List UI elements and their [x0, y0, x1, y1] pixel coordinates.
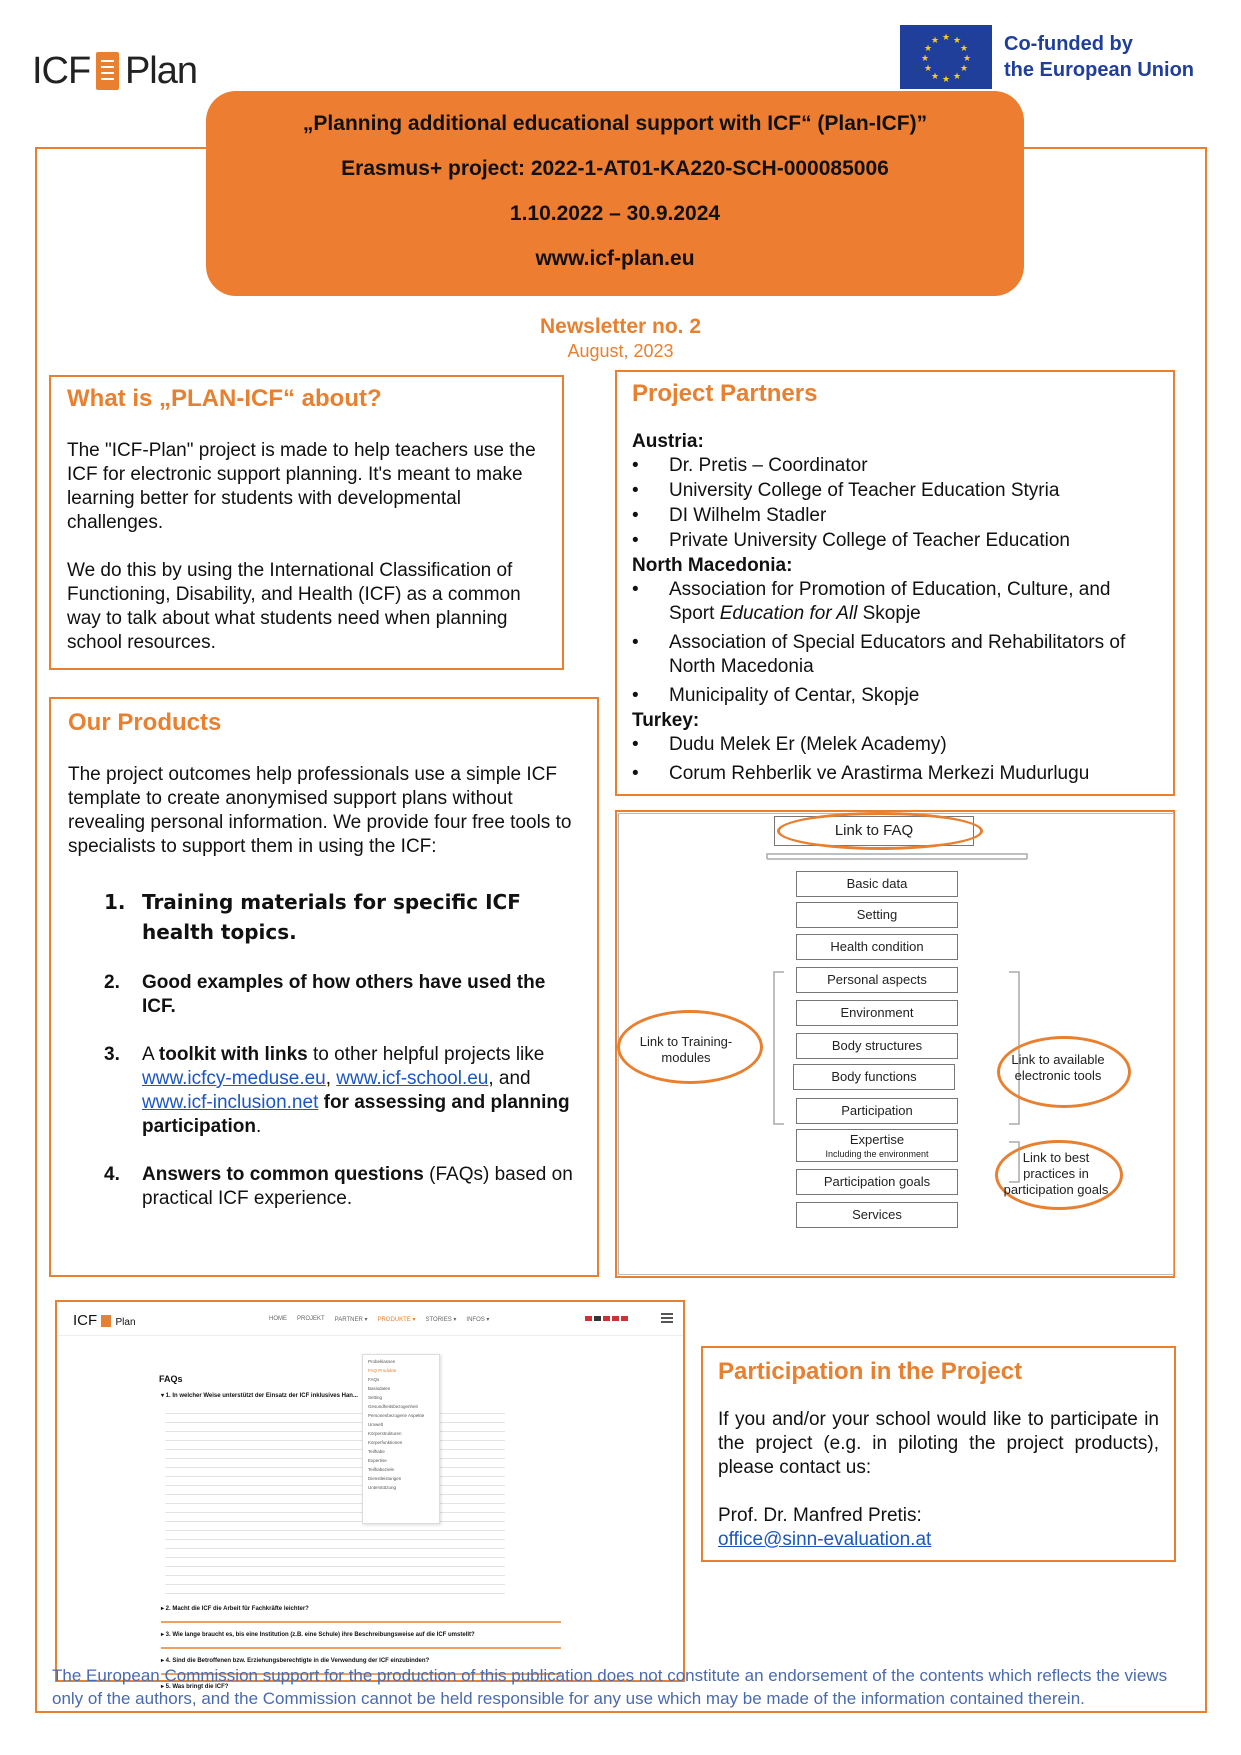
products-heading: Our Products	[68, 709, 222, 736]
step-services: Services	[796, 1202, 958, 1228]
link-icf-inclusion[interactable]: www.icf-inclusion.net	[142, 1092, 319, 1113]
product-item-4: 4. Answers to common questions (FAQs) based on practical ICF experience.	[104, 1164, 573, 1209]
partner-item: • Dudu Melek Er (Melek Academy)	[632, 734, 947, 755]
screenshot-navbar	[57, 1302, 683, 1336]
step-body-functions: Body functions	[793, 1064, 955, 1090]
menu-item[interactable]: PARTNER ▾	[334, 1317, 368, 1323]
partner-item: • Dr. Pretis – Coordinator	[632, 455, 868, 476]
tools-link[interactable]: Link to available electronic tools	[1011, 1052, 1105, 1083]
faq-ellipse	[777, 812, 983, 850]
screenshot-question-4[interactable]: ▸ 4. Sind die Betroffenen bzw. Erziehungsberechtigte in die Verwendung der ICF einzubinden?	[161, 1649, 561, 1675]
step-personal-aspects: Personal aspects	[796, 967, 958, 993]
product-item-3: 3. A toolkit with links to other helpful projects like www.icfcy-meduse.eu, www.icf-school.eu, and www.icf-inclusion.net for assessing and planning participation.	[104, 1044, 570, 1137]
logo-icon	[101, 1315, 111, 1327]
turkey-list	[632, 733, 1158, 786]
website-screenshot	[55, 1300, 685, 1690]
what-paragraph-1: The "ICF-Plan" project is made to help teachers use the ICF for electronic support planning. It's meant to make learning better for students with developmental challenges.	[67, 440, 536, 533]
eu-flag-icon: ★ ★ ★ ★ ★ ★ ★ ★ ★ ★ ★ ★	[900, 25, 992, 89]
screenshot-question-3[interactable]: ▸ 3. Wie lange braucht es, bis eine Institution (z.B. eine Schule) ihre Beschreibungsweise auf die ICF umstellt?	[161, 1623, 561, 1649]
step-basic-data: Basic data	[796, 871, 958, 897]
products-section	[49, 697, 599, 1277]
partners-section	[615, 370, 1175, 796]
partner-item: • DI Wilhelm Stadler	[632, 505, 827, 526]
what-is-section	[49, 375, 564, 670]
menu-item[interactable]: HOME	[269, 1316, 287, 1322]
screenshot-answer-text	[165, 1408, 505, 1598]
participation-section	[701, 1346, 1176, 1562]
contact-email-link[interactable]: office@sinn-evaluation.at	[718, 1529, 932, 1550]
what-paragraph-2: We do this by using the International Classification of Functioning, Disability, and Health (ICF) as a common way to talk about what students need when planning school resources.	[67, 560, 521, 653]
country-turkey: Turkey:	[632, 710, 700, 731]
partner-item: • Association for Promotion of Education, Culture, and Sport Education for All Skopje	[632, 579, 1111, 624]
menu-item[interactable]: INFOS ▾	[466, 1317, 490, 1323]
eu-disclaimer: The European Commission support for the production of this publication does not constitute an endorsement of the contents which reflects the views only of the authors, and the Commission cannot be held responsible for any use which may be made of the information contained therein.	[52, 1666, 1168, 1708]
banner-project: Erasmus+ project: 2022-1-AT01-KA220-SCH-000085006	[341, 157, 889, 180]
screenshot-question-1[interactable]: ▾ 1. In welcher Weise unterstützt der Einsatz der ICF inklusives Han...	[161, 1393, 358, 1399]
faq-box[interactable]: Link to FAQ	[774, 816, 974, 846]
newsletter-title: Newsletter no. 2	[539, 315, 702, 338]
contact-name: Prof. Dr. Manfred Pretis:	[718, 1505, 922, 1526]
partner-item: • Corum Rehberlik ve Arastirma Merkezi Mudurlugu	[632, 763, 1090, 784]
step-participation-goals: Participation goals	[796, 1169, 958, 1195]
best-practice-link[interactable]: Link to best practices in participation goals	[1003, 1150, 1109, 1197]
products-intro: The project outcomes help professionals use a simple ICF template to create anonymised support plans without revealing personal information. We provide four free tools to specialists to support them in using the ICF:	[68, 764, 572, 857]
screenshot-question-2[interactable]: ▸ 2. Macht die ICF die Arbeit für Fachkräfte leichter?	[161, 1597, 561, 1623]
step-expertise: Expertise Including the environment	[796, 1129, 958, 1162]
banner-dates: 1.10.2022 – 30.9.2024	[509, 202, 721, 225]
menu-item[interactable]: STORIES ▾	[425, 1317, 457, 1323]
participation-text: If you and/or your school would like to participate in the project (e.g. in piloting the project products), please contact us:	[718, 1409, 1159, 1478]
eu-cofunded-logo	[900, 24, 1200, 90]
icf-plan-diagram	[615, 810, 1175, 1278]
products-list	[68, 887, 580, 1211]
step-setting: Setting	[796, 902, 958, 928]
macedonia-list	[632, 578, 1158, 708]
what-heading: What is „PLAN-ICF“ about?	[67, 385, 382, 412]
step-environment: Environment	[796, 1000, 958, 1026]
screenshot-dropdown: Probeklassen FAQ Produkte FAQs Basisdaten Setting Gesundheitsbezogenheit Personenbezogene Aspekte Umwelt Körperstrukturen Körperfunktionen Teilhabe Expertise Teilhabeziele Dienstleistungen Unterstützung	[362, 1354, 440, 1524]
step-body-structures: Body structures	[796, 1033, 958, 1059]
banner-url[interactable]: www.icf-plan.eu	[535, 247, 695, 270]
partner-item: • University College of Teacher Education Styria	[632, 480, 1060, 501]
link-icfcy-meduse[interactable]: www.icfcy-meduse.eu	[142, 1068, 326, 1089]
screenshot-logo: ICF Plan	[73, 1312, 136, 1329]
step-health-condition: Health condition	[796, 934, 958, 960]
newsletter-date: August, 2023	[567, 341, 674, 361]
product-item-2: 2. Good examples of how others have used the ICF.	[104, 972, 546, 1017]
notebook-icon	[96, 52, 119, 90]
screenshot-menu	[269, 1316, 489, 1323]
project-banner	[206, 91, 1024, 296]
menu-item[interactable]: PROJEKT	[297, 1316, 325, 1322]
icf-plan-logo	[32, 48, 197, 94]
country-north-macedonia: North Macedonia:	[632, 555, 793, 576]
partner-item: • Municipality of Centar, Skopje	[632, 685, 920, 706]
partner-item: • Association of Special Educators and Rehabilitators of North Macedonia	[632, 632, 1126, 677]
eu-line2: the European Union	[1004, 59, 1194, 81]
step-participation: Participation	[796, 1098, 958, 1124]
austria-list	[632, 454, 1158, 553]
banner-title: „Planning additional educational support with ICF“ (Plan-ICF)”	[302, 112, 928, 135]
training-link[interactable]: Link to Training-modules	[639, 1034, 733, 1065]
screenshot-question-5[interactable]: ▸ 5. Was bringt die ICF?	[161, 1684, 229, 1690]
hamburger-icon[interactable]	[661, 1313, 673, 1323]
screenshot-faqs-title: FAQs	[159, 1374, 183, 1384]
partners-heading: Project Partners	[632, 380, 818, 407]
partner-item: • Private University College of Teacher Education	[632, 530, 1070, 551]
logo-left-text: ICF	[32, 49, 91, 92]
participation-heading: Participation in the Project	[718, 1358, 1023, 1385]
logo-right-text: Plan	[124, 49, 197, 92]
country-austria: Austria:	[632, 431, 704, 452]
link-icf-school[interactable]: www.icf-school.eu	[336, 1068, 489, 1089]
eu-line1: Co-funded by	[1004, 33, 1133, 55]
menu-item[interactable]: PRODUKTE ▾	[377, 1317, 416, 1323]
language-flags[interactable]	[585, 1316, 628, 1321]
product-item-1: 1. Training materials for specific ICF health topics.	[104, 890, 521, 944]
